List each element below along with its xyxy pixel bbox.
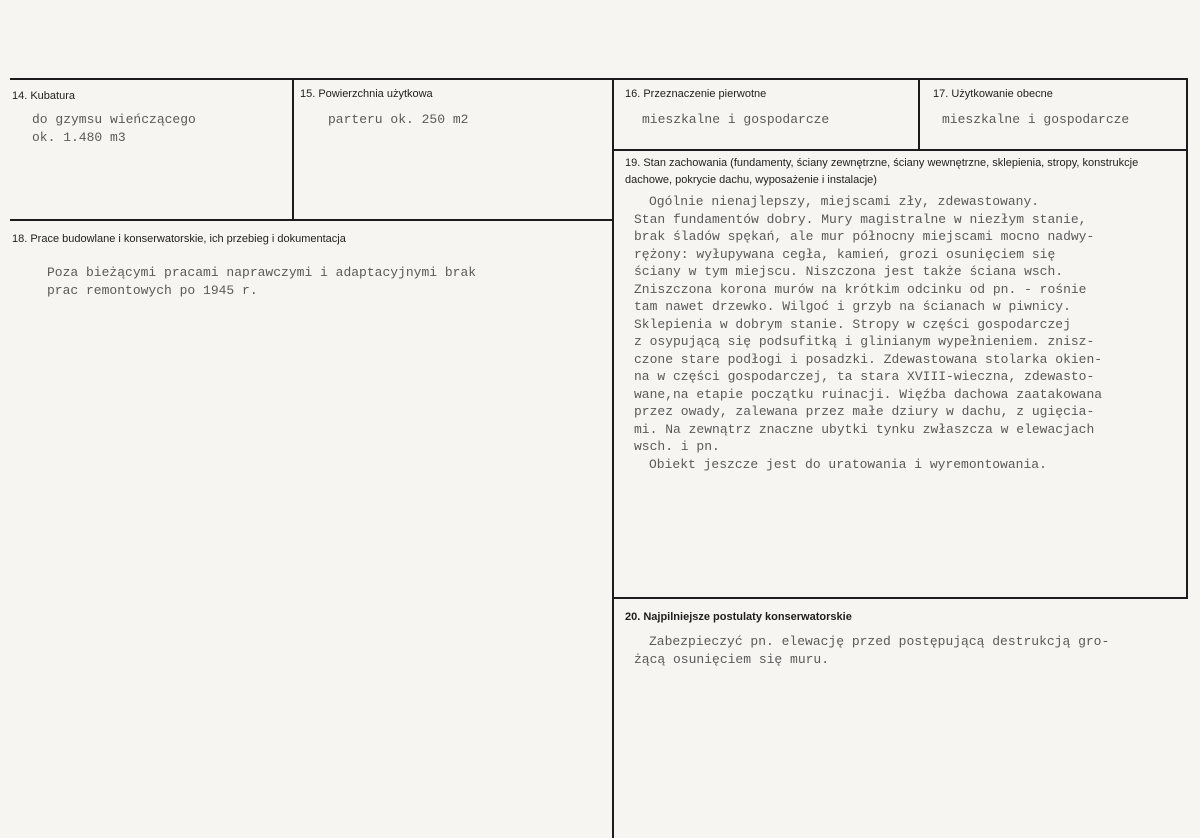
field-14-line-1: do gzymsu wieńczącego: [32, 112, 196, 127]
field-19-line-16: Obiekt jeszcze jest do uratowania i wyremontowania.: [649, 456, 1047, 472]
field-20-line-1: Zabezpieczyć pn. elewację przed postępującą destrukcją gro-: [649, 634, 1110, 649]
field-19-line-7: tam nawet drzewko. Wilgoć i grzyb na ścianach w piwnicy.: [634, 299, 1071, 314]
field-18-line-2: prac remontowych po 1945 r.: [47, 283, 258, 298]
field-19-line-2: Stan fundamentów dobry. Mury magistralne w niezłym stanie,: [634, 211, 1087, 227]
field-19-line-8: Sklepienia w dobrym stanie. Stropy w części gospodarczej: [634, 316, 1071, 332]
field-19-line-13: przez owady, zalewana przez małe dziury w dachu, z ugięcia-: [634, 404, 1095, 419]
field-18-line-1: Poza bieżącymi pracami naprawczymi i adaptacyjnymi brak: [47, 265, 477, 280]
field-16-line-1: mieszkalne i gospodarcze: [642, 112, 830, 127]
rule-under-14-15: [10, 219, 613, 221]
field-15-label: 15. Powierzchnia użytkowa: [300, 88, 433, 100]
field-14-label: 14. Kubatura: [12, 90, 75, 102]
field-19-label: 19. Stan zachowania (fundamenty, ściany zewnętrzne, ściany wewnętrzne, sklepienia, stropy, konstrukcje dachowe, pokrycie dachu, wyposażenie i instalacje): [625, 157, 1139, 186]
field-20-label: 20. Najpilniejsze postulaty konserwatorskie: [625, 611, 852, 623]
rule-under-16-17: [613, 149, 1188, 151]
field-19-line-3: brak śladów spękań, ale mur północny miejscami mocno nadwy-: [634, 229, 1095, 244]
field-19-line-5: ściany w tym miejscu. Niszczona jest także ściana wsch.: [634, 264, 1064, 279]
divider-14-15: [292, 79, 294, 219]
rule-under-19: [613, 597, 1188, 599]
top-rule: [10, 78, 1188, 80]
field-18-label: 18. Prace budowlane i konserwatorskie, ich przebieg i dokumentacja: [12, 233, 346, 245]
center-divider: [612, 79, 614, 838]
field-17-label: 17. Użytkowanie obecne: [933, 88, 1053, 100]
divider-16-17: [918, 79, 920, 149]
field-19-line-4: rężony: wyłupywana cegła, kamień, grozi osunięciem się: [634, 246, 1056, 262]
field-20-line-2: żącą osunięciem się muru.: [634, 652, 830, 667]
field-19-line-9: z osypującą się podsufitką i glinianym wypełnieniem. znisz-: [634, 334, 1095, 349]
right-edge: [1186, 79, 1188, 599]
field-17-line-1: mieszkalne i gospodarcze: [942, 112, 1130, 127]
field-14-line-2: ok. 1.480 m3: [32, 130, 126, 145]
field-19-line-10: czone stare podłogi i posadzki. Zdewastowana stolarka okien-: [634, 351, 1103, 367]
field-19-line-12: wane,na etapie początku ruinacji. Więźba dachowa zaatakowana: [634, 386, 1103, 402]
field-19-line-14: mi. Na zewnątrz znaczne ubytki tynku zwłaszcza w elewacjach: [634, 421, 1095, 437]
field-15-line-1: parteru ok. 250 m2: [328, 112, 469, 127]
field-19-line-6: Zniszczona korona murów na krótkim odcinku od pn. - rośnie: [634, 281, 1087, 297]
field-19-line-1: Ogólnie nienajlepszy, miejscami zły, zdewastowany.: [649, 194, 1040, 209]
field-19-line-15: wsch. i pn.: [634, 439, 720, 454]
field-16-label: 16. Przeznaczenie pierwotne: [625, 88, 767, 100]
field-19-line-11: na w części gospodarczej, ta stara XVIII-wieczna, zdewasto-: [634, 369, 1095, 384]
